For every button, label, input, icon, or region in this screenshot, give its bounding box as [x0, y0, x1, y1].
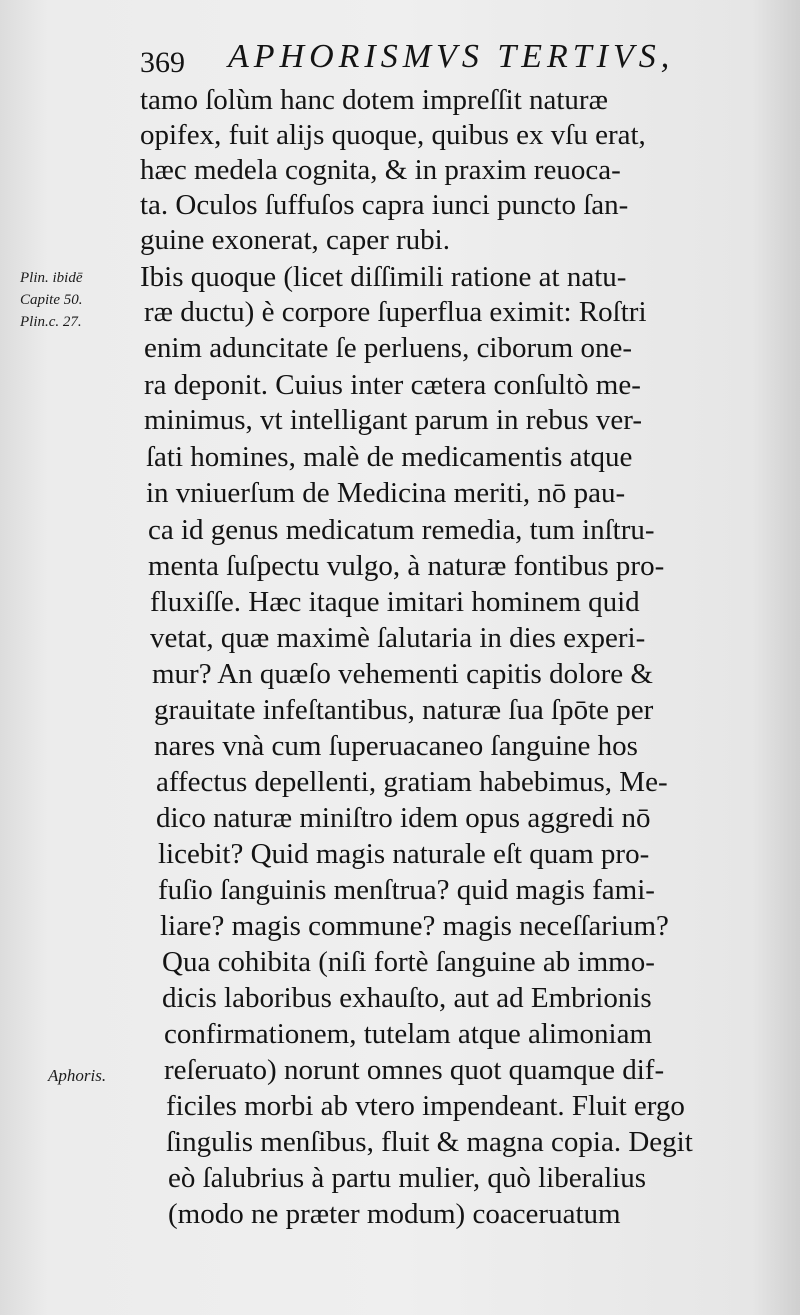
- text-line: in vniuerſum de Medicina meriti, nō pau-: [146, 477, 626, 509]
- text-line: ficiles morbi ab vtero impendeant. Fluit ergo: [166, 1090, 685, 1122]
- text-line: opifex, fuit alijs quoque, quibus ex vſu erat,: [140, 119, 646, 151]
- text-line: ra deponit. Cuius inter cætera conſultò me-: [144, 369, 641, 401]
- text-line: affectus depellenti, gratiam habebimus, Me-: [156, 766, 668, 798]
- side-note: Plin. ibidē: [20, 270, 83, 286]
- side-note: Capite 50.: [20, 292, 83, 308]
- text-line: ſingulis menſibus, fluit & magna copia. Degit: [166, 1126, 693, 1158]
- text-line: hæc medela cognita, & in praxim reuoca-: [140, 154, 621, 186]
- text-line: ca id genus medicatum remedia, tum inſtru-: [148, 514, 655, 546]
- text-line: fluxiſſe. Hæc itaque imitari hominem quid: [150, 586, 640, 618]
- text-line: enim aduncitate ſe perluens, ciborum one-: [144, 332, 632, 364]
- text-line: tamo ſolùm hanc dotem impreſſit naturæ: [140, 84, 608, 116]
- text-line: ſati homines, malè de medicamentis atque: [146, 441, 633, 473]
- text-line: (modo ne præter modum) coaceruatum: [168, 1198, 621, 1230]
- text-line: nares vnà cum ſuperuacaneo ſanguine hos: [154, 730, 638, 762]
- text-line: menta ſuſpectu vulgo, à naturæ fontibus pro-: [148, 550, 665, 582]
- text-line: fuſio ſanguinis menſtrua? quid magis fami-: [158, 874, 655, 906]
- text-line: eò ſalubrius à partu mulier, quò liberalius: [168, 1162, 647, 1194]
- text-line: grauitate infeſtantibus, naturæ ſua ſpōte per: [154, 694, 654, 726]
- text-line: confirmationem, tutelam atque alimoniam: [164, 1018, 653, 1050]
- page-number: 369: [140, 46, 185, 79]
- side-note: Aphoris.: [48, 1066, 107, 1085]
- text-line: licebit? Quid magis naturale eſt quam pro-: [158, 838, 650, 870]
- text-line: mur? An quæſo vehementi capitis dolore &: [152, 658, 653, 690]
- text-line: minimus, vt intelligant parum in rebus ver-: [144, 404, 642, 436]
- side-note: Plin.c. 27.: [20, 314, 82, 330]
- text-line: guine exonerat, caper rubi.: [140, 224, 450, 256]
- running-title: APHORISMVS TERTIVS,: [228, 38, 675, 75]
- text-line: ta. Oculos ſuffuſos capra iunci puncto ſan-: [140, 189, 629, 221]
- page-header: [140, 38, 760, 88]
- text-line: dico naturæ miniſtro idem opus aggredi nō: [156, 802, 651, 834]
- text-line: vetat, quæ maximè ſalutaria in dies experi-: [150, 622, 646, 654]
- text-line: Ibis quoque (licet diſſimili ratione at natu-: [140, 261, 627, 293]
- text-line: dicis laboribus exhauſto, aut ad Embrionis: [162, 982, 652, 1014]
- text-line: Qua cohibita (niſi fortè ſanguine ab immo-: [162, 946, 655, 978]
- text-line: liare? magis commune? magis neceſſarium?: [160, 910, 669, 942]
- text-line: reſeruato) norunt omnes quot quamque dif-: [164, 1054, 665, 1086]
- text-line: ræ ductu) è corpore ſuperflua eximit: Roſtri: [144, 296, 647, 328]
